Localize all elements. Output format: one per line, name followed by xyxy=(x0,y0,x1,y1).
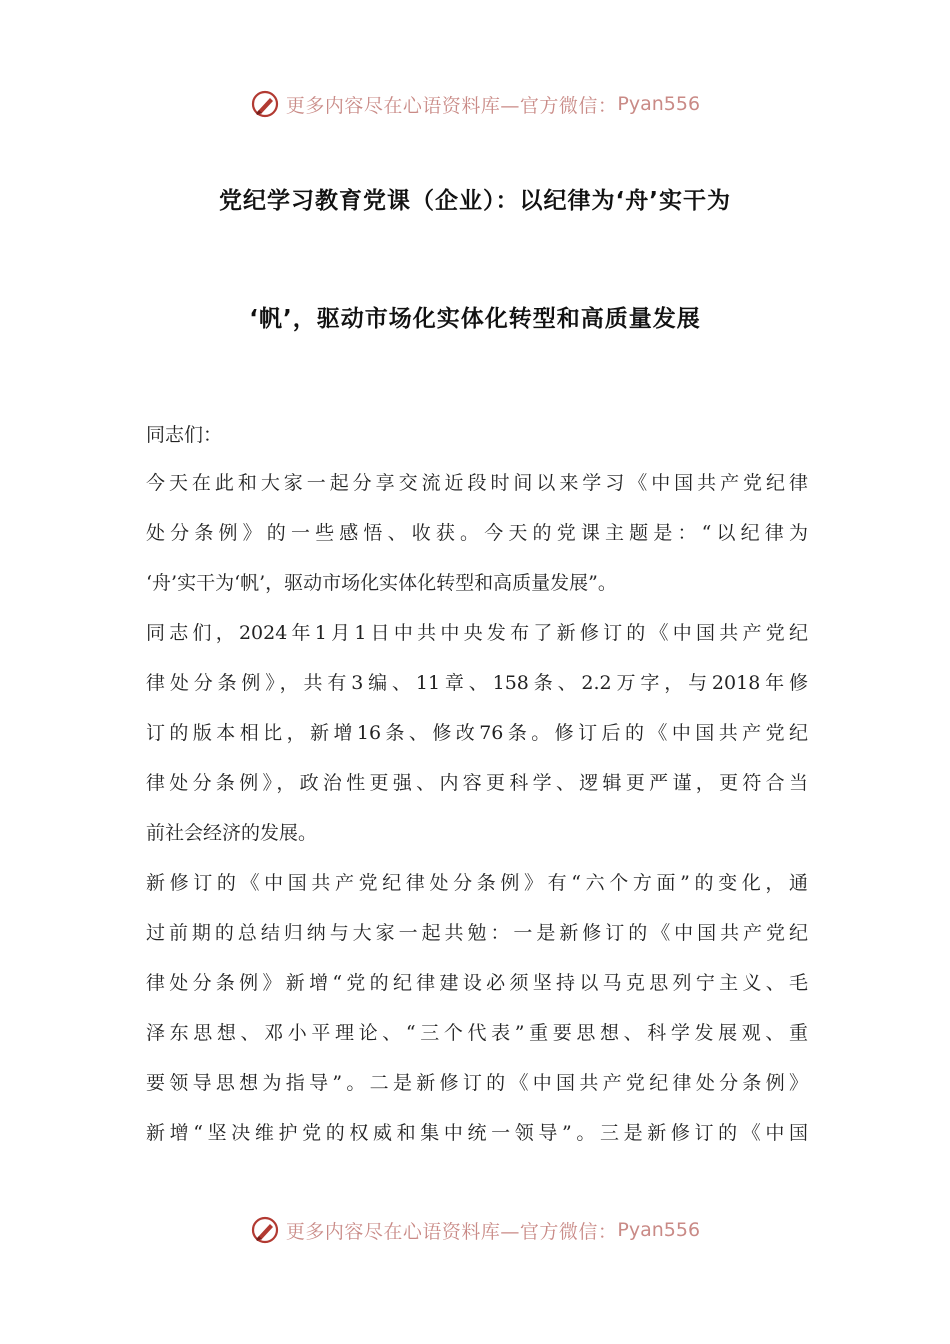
watermark-wechat-id: Pyan556 xyxy=(617,1219,701,1241)
watermark-text: 更多内容尽在心语资料库—官方微信： xyxy=(285,94,618,117)
document-title-line-1: 党纪学习教育党课（企业）：以纪律为‘舟’实干为 xyxy=(219,188,731,214)
watermark-wechat-id: Pyan556 xyxy=(617,93,701,115)
body-line: 要领导思想为指导”。二是新修订的《中国共产党纪律处分条例》 xyxy=(146,1072,808,1094)
body-line: 前社会经济的发展。 xyxy=(146,822,318,844)
body-line: 过前期的总结归纳与大家一起共勉：一是新修订的《中国共产党纪 xyxy=(146,922,808,944)
body-line: ‘舟’实干为‘帆’，驱动市场化实体化转型和高质量发展”。 xyxy=(146,572,617,594)
body-line: 律处分条例》新增“党的纪律建设必须坚持以马克思列宁主义、毛 xyxy=(146,972,808,994)
pen-logo-icon xyxy=(250,89,280,119)
body-line: 新修订的《中国共产党纪律处分条例》有“六个方面”的变化，通 xyxy=(146,872,808,894)
watermark-text: 更多内容尽在心语资料库—官方微信： xyxy=(285,1220,618,1243)
body-line: 律处分条例》，政治性更强、内容更科学、逻辑更严谨，更符合当 xyxy=(146,772,808,794)
body-line: 泽东思想、邓小平理论、“三个代表”重要思想、科学发展观、重 xyxy=(146,1022,808,1044)
footer-watermark xyxy=(0,1210,950,1250)
header-watermark xyxy=(0,84,950,124)
body-line: 律处分条例》，共有3编、11章、158条、2.2万字，与2018年修 xyxy=(146,672,808,694)
pen-logo-icon xyxy=(250,1215,280,1245)
body-line: 处分条例》的一些感悟、收获。今天的党课主题是：“以纪律为 xyxy=(146,522,808,544)
body-line: 同志们： xyxy=(146,424,223,446)
body-line: 订的版本相比，新增16条、修改76条。修订后的《中国共产党纪 xyxy=(146,722,808,744)
body-line: 同志们，2024年1月1日中共中央发布了新修订的《中国共产党纪 xyxy=(146,622,808,644)
body-line: 今天在此和大家一起分享交流近段时间以来学习《中国共产党纪律 xyxy=(146,472,808,494)
body-line: 新增“坚决维护党的权威和集中统一领导”。三是新修订的《中国 xyxy=(146,1122,808,1144)
document-title-line-2: ‘帆’，驱动市场化实体化转型和高质量发展 xyxy=(249,306,701,332)
